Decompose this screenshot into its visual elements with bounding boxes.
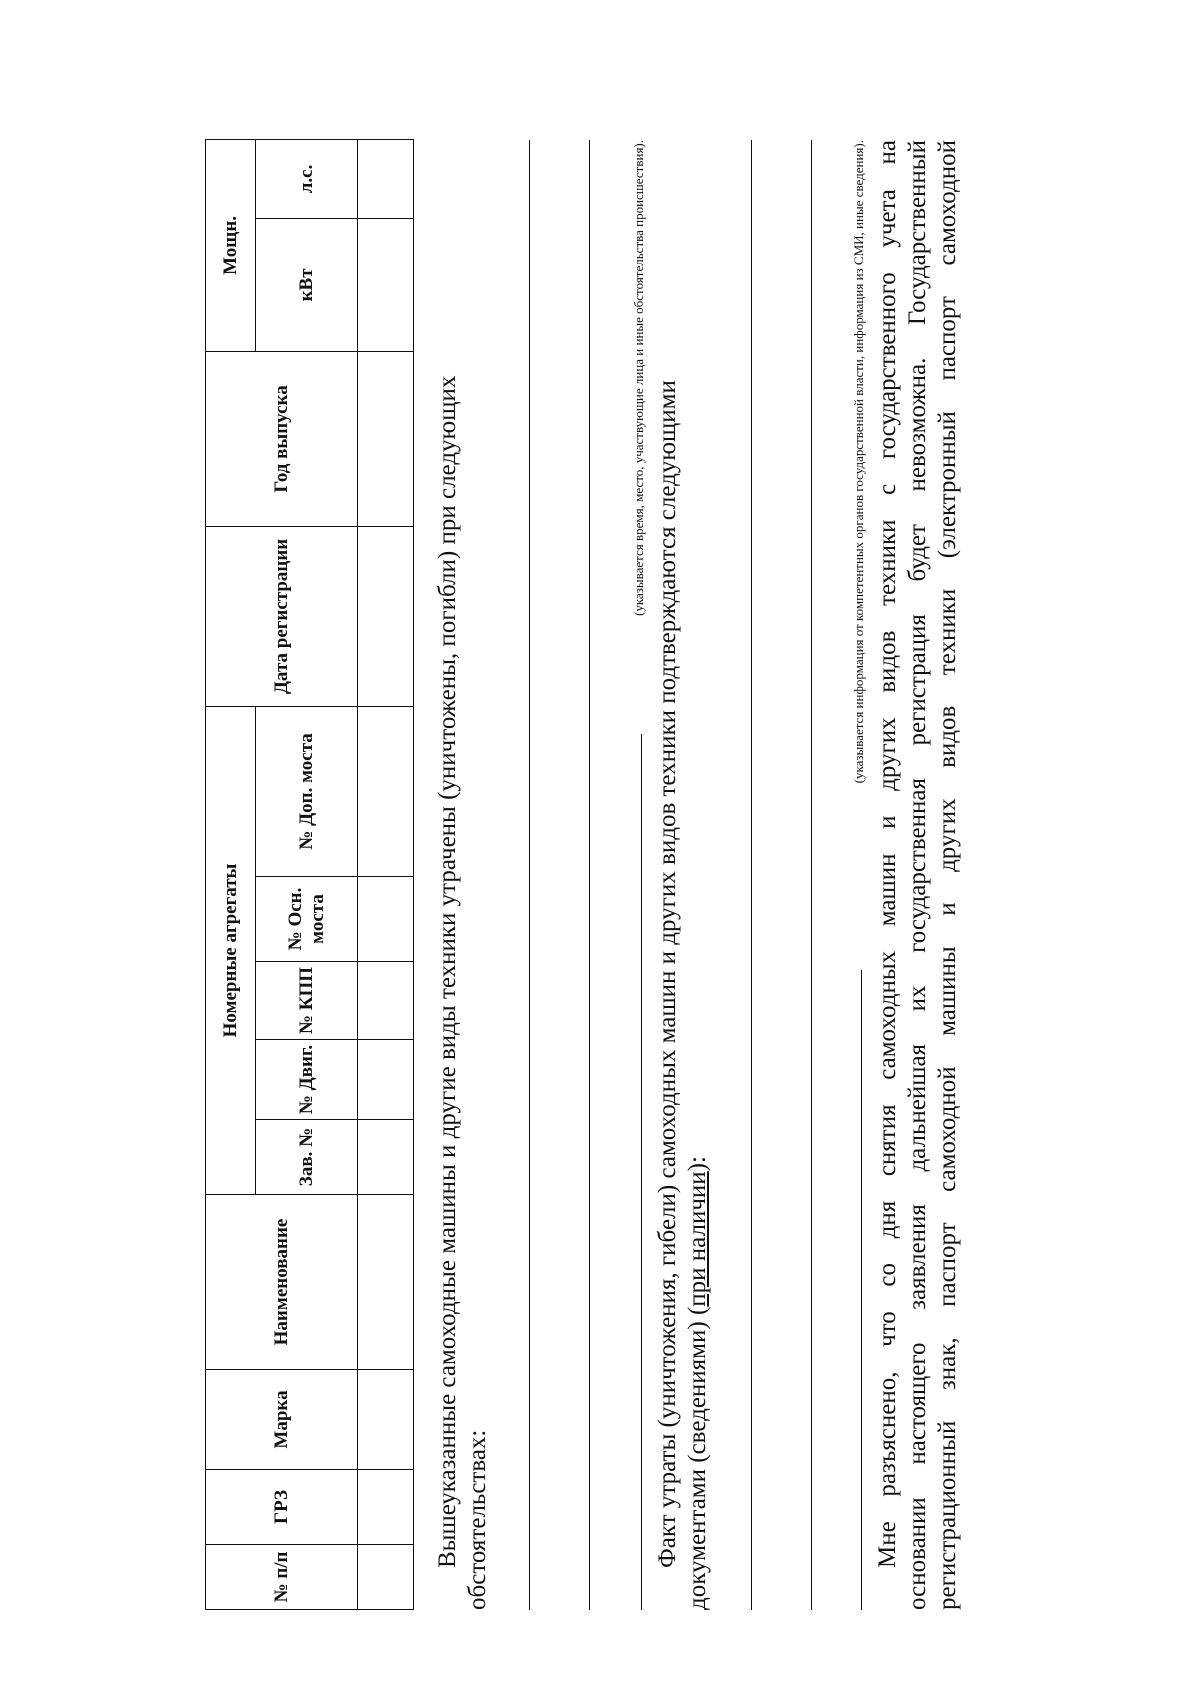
evidence-fill-line-3[interactable] [837,140,867,1610]
circumstances-fill-line-2[interactable] [589,140,590,1610]
table-cell[interactable] [358,877,414,962]
circumstances-text-line-2: обстоятельствах: [464,1429,491,1610]
header-engine-num: № Двиг. [256,1040,358,1120]
evidence-text-line-1: Факт утраты (уничтожения, гибели) самоходных машин и других видов техники подтверждаются следующими [654,380,681,1568]
explanation-text-line-3: регистрационный знак, паспорт самоходной машины и других видов техники (электронный паспорт самоходной [934,140,961,1610]
header-kpp-num: № КПП [256,962,358,1040]
circumstances-fill-line-1[interactable] [529,140,530,1610]
table-cell[interactable] [358,1545,414,1610]
table-cell[interactable] [358,1195,414,1370]
evidence-text-line-2b: ): [684,1156,711,1172]
evidence-fill-line-2[interactable] [811,140,812,1610]
table-row [358,139,414,1609]
circumstances-fill-line-3[interactable] [617,140,647,1610]
evidence-fill-line-1[interactable] [751,140,752,1610]
table-cell[interactable] [358,351,414,526]
evidence-text-line-2a: документами (сведениями) ( [684,1306,711,1610]
table-cell[interactable] [358,1470,414,1545]
circumstances-note: (указывается время, место, участвующие лица и иные обстоятельства происшествия). [631,140,646,616]
header-power: Мощн. [206,139,256,351]
explanation-paragraph [873,140,963,1610]
table-cell[interactable] [358,218,414,351]
evidence-note: (указывается информация от компетентных органов государственной власти, информация из СМИ, иные сведения). [851,140,866,784]
table-cell[interactable] [358,139,414,218]
explanation-text-line-1: Мне разъяснено, что со дня снятия самоходных машин и других видов техники с государственного учета на [874,140,901,1568]
header-aggregates: Номерные агрегаты [206,706,256,1194]
header-main-axle-num: № Осн. моста [256,877,358,962]
table-cell[interactable] [358,526,414,706]
header-hp: л.с. [256,139,358,218]
circumstances-text-line-1: Вышеуказанные самоходные машины и другие виды техники утрачены (уничтожены, погибли) при следующих [434,375,461,1568]
header-kw: кВт [256,218,358,351]
table-cell[interactable] [358,962,414,1040]
header-reg-date: Дата регистрации [206,526,358,706]
header-year: Год выпуска [206,351,358,526]
rotated-document-page [205,140,1045,1610]
evidence-paragraph [653,140,713,1610]
table-header-row-1 [206,139,256,1609]
header-extra-axle-num: № Доп. моста [256,706,358,876]
table-cell[interactable] [358,1120,414,1195]
evidence-text-underlined: при наличии [684,1171,711,1307]
table-cell[interactable] [358,1040,414,1120]
header-marka: Марка [206,1370,358,1470]
header-grz: ГРЗ [206,1470,358,1545]
header-num: № п/п [206,1545,358,1610]
header-zav-num: Зав. № [256,1120,358,1195]
vehicle-table [205,139,414,1610]
circumstances-paragraph [433,140,493,1610]
table-cell[interactable] [358,706,414,876]
header-naimenovanie: Наименование [206,1195,358,1370]
table-cell[interactable] [358,1370,414,1470]
explanation-text-line-2: основании настоящего заявления дальнейшая их государственная регистрация будет невозможна. Государственный [904,140,931,1610]
